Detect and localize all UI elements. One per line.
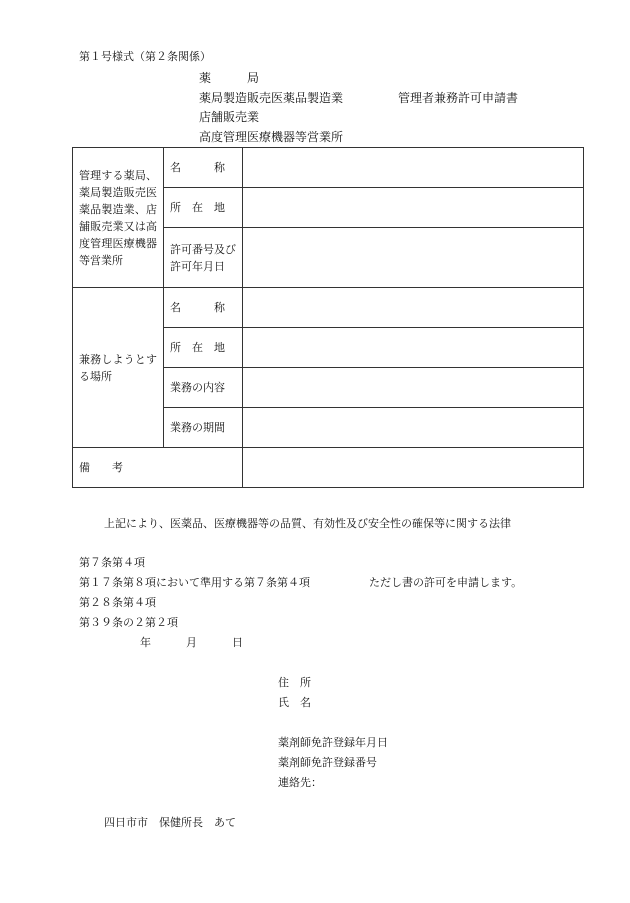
applicant-address-label: 住 所 bbox=[278, 676, 311, 689]
addressee: 四日市市 保健所長 あて bbox=[104, 816, 236, 829]
remarks-field[interactable] bbox=[243, 448, 584, 488]
managed-address-label: 所 在 地 bbox=[164, 188, 243, 228]
date-day-label: 日 bbox=[232, 636, 243, 649]
duty-period-field[interactable] bbox=[243, 408, 584, 448]
article-17-8: 第１７条第８項において準用する第７条第４項 bbox=[79, 576, 310, 589]
business-type-medical-device: 高度管理医療機器等営業所 bbox=[199, 130, 344, 144]
business-type-store-sales: 店舗販売業 bbox=[199, 110, 260, 124]
request-text: ただし書の許可を申請します。 bbox=[369, 576, 523, 589]
date-year-label: 年 bbox=[140, 636, 151, 649]
article-7-4: 第７条第４項 bbox=[79, 556, 145, 569]
business-type-manufacturing: 薬局製造販売医薬品製造業 bbox=[199, 91, 344, 105]
article-28-4: 第２８条第４項 bbox=[79, 596, 156, 609]
license-date-label: 薬剤師免許登録年月日 bbox=[278, 736, 388, 749]
document-title: 管理者兼務許可申請書 bbox=[398, 91, 519, 105]
date-month-label: 月 bbox=[186, 636, 197, 649]
concurrent-name-label: 名 称 bbox=[164, 288, 243, 328]
concurrent-address-field[interactable] bbox=[243, 328, 584, 368]
duty-period-label: 業務の期間 bbox=[164, 408, 243, 448]
intro-text: 上記により、医薬品、医療機器等の品質、有効性及び安全性の確保等に関する法律 bbox=[104, 517, 511, 530]
managed-name-label bbox=[164, 148, 243, 188]
contact-label: 連絡先： bbox=[278, 776, 322, 789]
business-type-pharmacy: 薬 局 bbox=[199, 71, 260, 85]
duty-content-label: 業務の内容 bbox=[164, 368, 243, 408]
concurrent-address-label: 所 在 地 bbox=[164, 328, 243, 368]
article-39-2: 第３９条の２第２項 bbox=[79, 616, 178, 629]
concurrent-place-label: 兼務しようとする場所 bbox=[73, 288, 164, 448]
form-label: 第１号様式（第２条関係） bbox=[79, 50, 211, 63]
applicant-name-label: 氏 名 bbox=[278, 696, 311, 709]
managed-license-label: 許可番号及び許可年月日 bbox=[164, 228, 243, 288]
managed-facility-label: 管理する薬局、薬局製造販売医薬品製造業、店舗販売業又は高度管理医療機器等営業所 bbox=[73, 148, 164, 288]
managed-name-text: 名 称 bbox=[170, 161, 225, 174]
managed-name-field[interactable] bbox=[243, 148, 584, 188]
remarks-label: 備 考 bbox=[73, 448, 243, 488]
managed-license-field[interactable] bbox=[243, 228, 584, 288]
concurrent-name-field[interactable] bbox=[243, 288, 584, 328]
application-form-table bbox=[72, 147, 584, 488]
duty-content-field[interactable] bbox=[243, 368, 584, 408]
managed-address-field[interactable] bbox=[243, 188, 584, 228]
license-number-label: 薬剤師免許登録番号 bbox=[278, 756, 377, 769]
